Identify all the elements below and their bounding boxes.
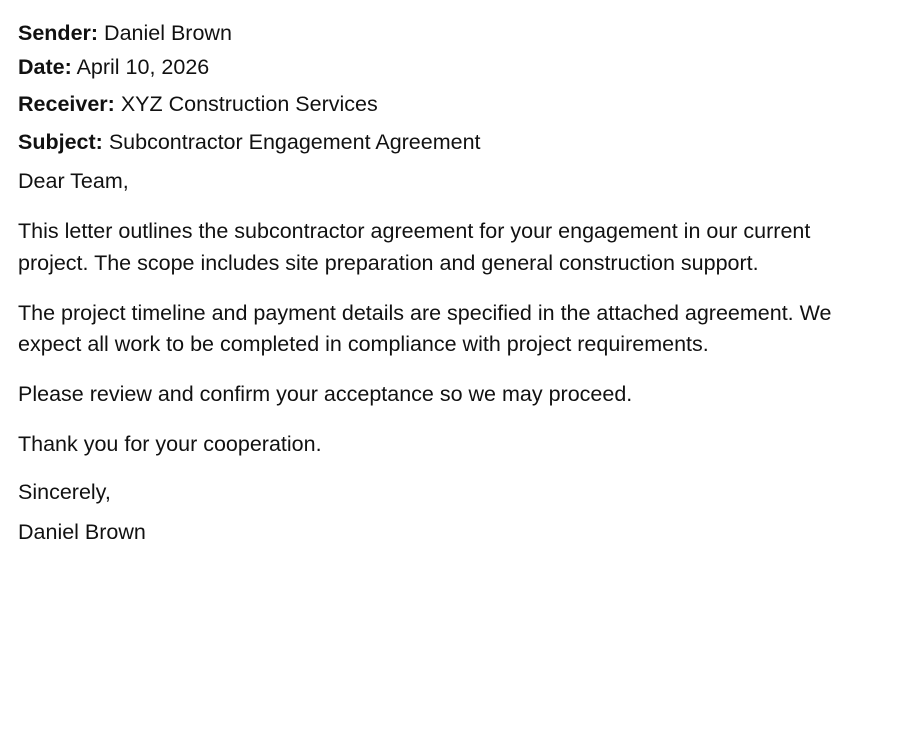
date-line <box>18 54 878 82</box>
paragraph-4: Thank you for your cooperation. <box>18 431 322 456</box>
signature-name: Daniel Brown <box>18 519 146 544</box>
salutation: Dear Team, <box>18 169 129 194</box>
subject-label: Subject: <box>18 129 103 154</box>
paragraph-1: This letter outlines the subcontractor agreement for your engagement in our current project. The scope includes site preparation and general construction support. <box>18 218 811 275</box>
subject-value: Subcontractor Engagement Agreement <box>108 129 481 154</box>
subject-line <box>18 129 878 157</box>
sender-line <box>18 20 878 48</box>
receiver-value: XYZ Construction Services <box>120 92 378 117</box>
receiver-label: Receiver: <box>18 92 115 117</box>
date-value: April 10, 2026 <box>76 54 210 79</box>
paragraph-3: Please review and confirm your acceptance so we may proceed. <box>18 382 633 407</box>
paragraph-2: The project timeline and payment details are specified in the attached agreement. We expect all work to be completed in compliance with project requirements. <box>18 300 832 357</box>
signature-block <box>18 479 878 547</box>
letter-body <box>18 20 878 547</box>
date-label: Date: <box>18 54 72 79</box>
closing: Sincerely, <box>18 479 111 504</box>
sender-label: Sender: <box>18 21 99 45</box>
sender-value: Daniel Brown <box>104 21 232 45</box>
receiver-line <box>18 91 878 119</box>
